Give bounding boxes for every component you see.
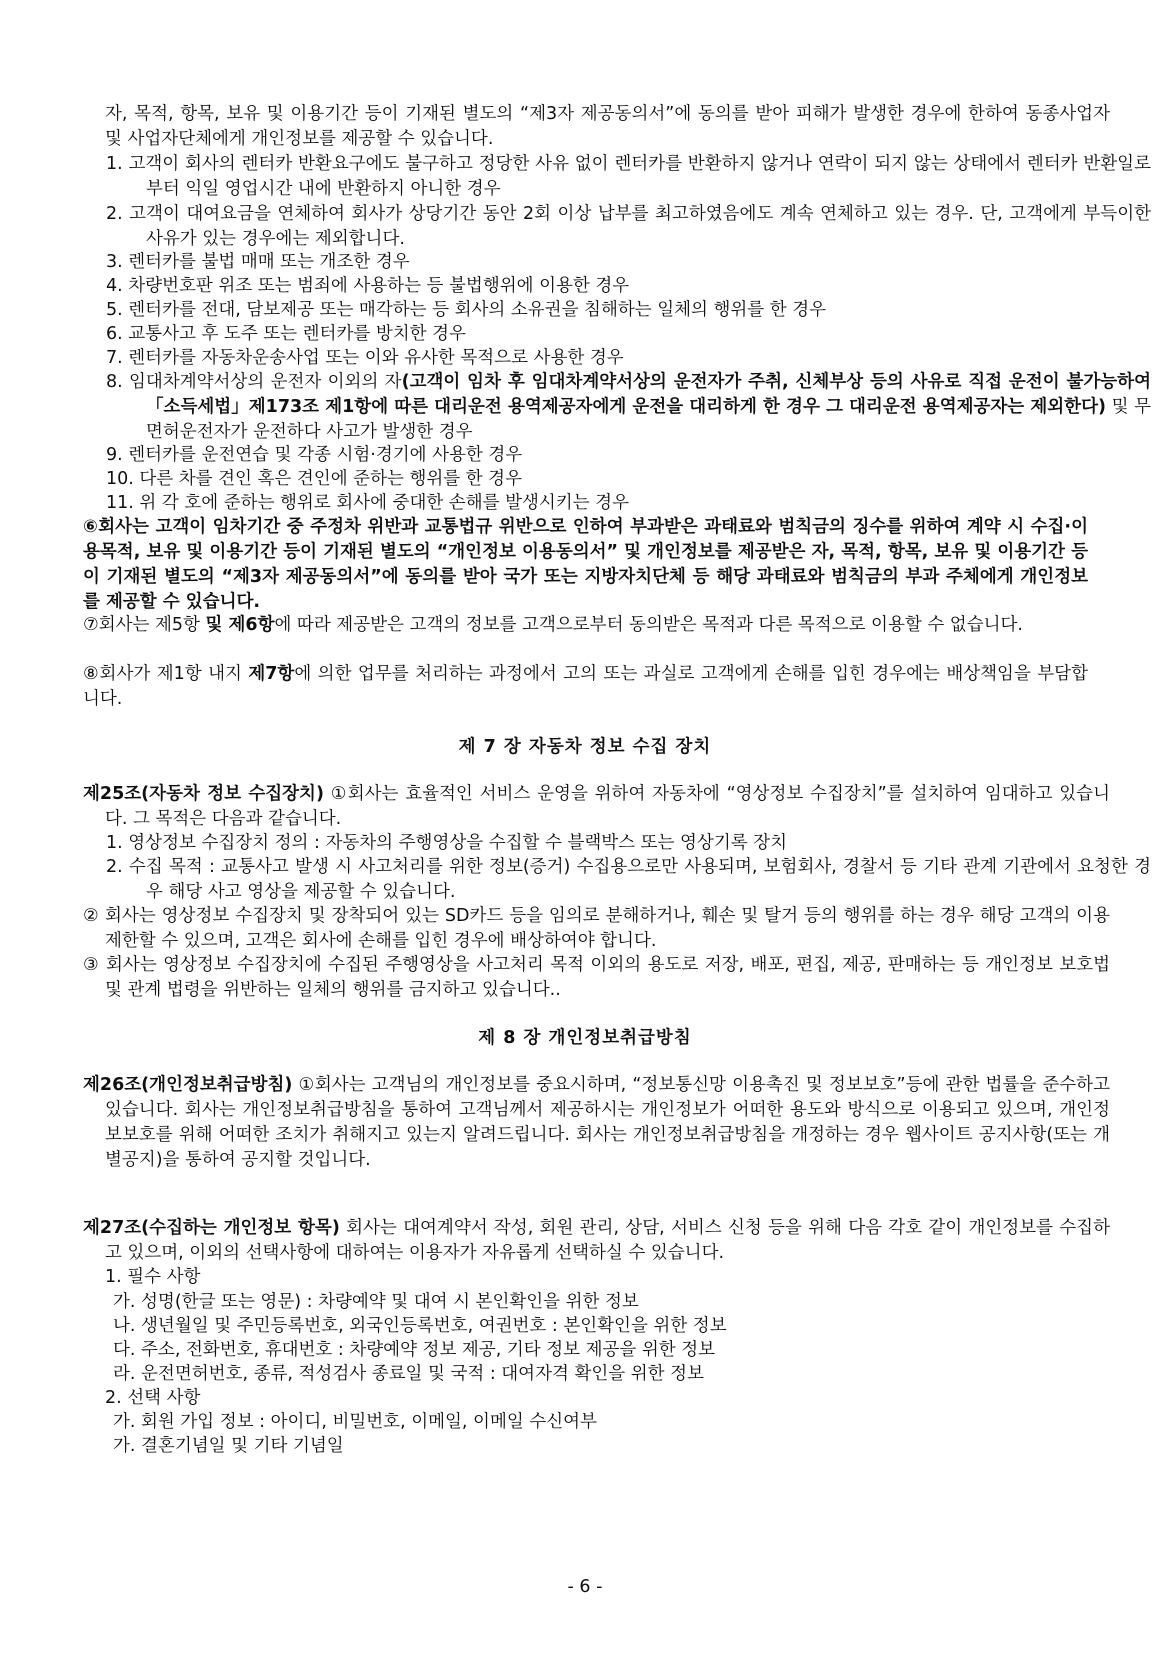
item-text: 8. 임대차계약서상의 운전자 이외의 자 <box>106 372 402 392</box>
article-text: ①회사는 효율적인 서비스 운영을 위하여 자동차에 “영상정보 수집장치”를 설치하여 임대하고 있습니다. 그 목적은 다음과 같습니다. <box>105 784 1110 829</box>
list-item: 10. 다른 차를 견인 혹은 견인에 준하는 행위를 한 경우 <box>106 469 522 489</box>
bold-text: 제7항 <box>248 664 295 684</box>
paragraph-6: ⑥회사는 고객이 임차기간 중 주정차 위반과 교통법규 위반으로 인하여 부과받은 과태료와 범칙금의 징수를 위하여 계약 시 수집·이용목적, 보유 및 이용기간 등이 기재된 별도의 “개인정보 이용동의서” 및 개인정보를 제공받은 자, 목적, 항목, 보유 및 이용기간 등이 기재된 별도의 “제3자 제공동의서”에 동의를 받아 국가 또는 지방자치단체 등 해당 과태료와 범칙금의 부과 주체에게 개인정보를 제공할 수 있습니다. <box>83 517 1088 612</box>
list-item: 11. 위 각 호에 준하는 행위로 회사에 중대한 손해를 발생시키는 경우 <box>106 493 629 513</box>
list-item: 다. 주소, 전화번호, 휴대번호 : 차량예약 정보 제공, 기타 정보 제공을 위한 정보 <box>113 1340 716 1360</box>
continued-paragraph: 자, 목적, 항목, 보유 및 이용기간 등이 기재된 별도의 “제3자 제공동의서”에 동의를 받아 피해가 발생한 경우에 한하여 동종사업자 및 사업자단체에게 개인정보를 제공할 수 있습니다. <box>105 104 1110 149</box>
article-27 <box>83 1216 1110 1266</box>
bold-text: 및 제6항 <box>205 615 275 635</box>
item-text: 에 따라 제공받은 고객의 정보를 고객으로부터 동의받은 목적과 다른 목적으로 이용할 수 없습니다. <box>274 615 1023 635</box>
paragraph-8 <box>83 662 1088 712</box>
list-item: 가. 성명(한글 또는 영문) : 차량예약 및 대여 시 본인확인을 위한 정보 <box>113 1292 639 1312</box>
list-item: 7. 렌터카를 자동차운송사업 또는 이와 유사한 목적으로 사용한 경우 <box>106 348 624 368</box>
list-item: 5. 렌터카를 전대, 담보제공 또는 매각하는 등 회사의 소유권을 침해하는 일체의 행위를 한 경우 <box>106 300 827 320</box>
article-text: 회사는 대여계약서 작성, 회원 관리, 상담, 서비스 신청 등을 위해 다음 각호 같이 개인정보를 수집하고 있으며, 이외의 선택사항에 대하여는 이용자가 자유롭게 선택하실 수 있습니다. <box>105 1218 1110 1263</box>
list-item: 가. 회원 가입 정보 : 아이디, 비밀번호, 이메일, 이메일 수신여부 <box>113 1412 597 1432</box>
section-required: 1. 필수 사항 <box>105 1267 201 1287</box>
list-item: 가. 결혼기념일 및 기타 기념일 <box>113 1436 344 1456</box>
list-item: 2. 수집 목적 : 교통사고 발생 시 사고처리를 위한 정보(증거) 수집용으로만 사용되며, 보험회사, 경찰서 등 기타 관계 기관에서 요청한 경우 해당 사고 영상을 제공할 수 있습니다. <box>106 857 1151 902</box>
article-heading: 제27조(수집하는 개인정보 항목) <box>83 1218 340 1238</box>
paragraph-7 <box>83 613 1088 638</box>
list-item: 2. 고객이 대여요금을 연체하여 회사가 상당기간 동안 2회 이상 납부를 최고하였음에도 계속 연체하고 있는 경우. 단, 고객에게 부득이한 사유가 있는 경우에는 제외합니다. <box>106 204 1151 249</box>
list-item: 1. 영상정보 수집장치 정의 : 자동차의 주행영상을 수집할 수 블랙박스 또는 영상기록 장치 <box>106 833 788 853</box>
article-26 <box>83 1073 1110 1173</box>
article-heading: 제26조(개인정보취급방침) <box>83 1075 293 1095</box>
bold-text: (고객이 임차 후 임대차계약서상의 운전자가 주취, 신체부상 등의 사유로 직접 운전이 불가능하여「소득세법」제173조 제1항에 따른 대리운전 용역제공자에게 운전을 대리하게 한 경우 그 대리운전 용역제공자는 제외한다) <box>146 372 1151 417</box>
item-text: 및 무면허운전자가 운전하다 사고가 발생한 경우 <box>146 397 1151 442</box>
list-item <box>83 370 1151 445</box>
article-25 <box>83 782 1110 832</box>
article-heading: 제25조(자동차 정보 수집장치) <box>83 784 324 804</box>
section-optional: 2. 선택 사항 <box>105 1388 201 1408</box>
chapter-7-title: 제 7 장 자동차 정보 수집 장치 <box>458 737 712 757</box>
list-item: 1. 고객이 회사의 렌터카 반환요구에도 불구하고 정당한 사유 없이 렌터카를 반환하지 않거나 연락이 되지 않는 상태에서 렌터카 반환일로부터 익일 영업시간 내에 반환하지 아니한 경우 <box>106 154 1151 199</box>
article-text: ①회사는 고객님의 개인정보를 중요시하며, “정보통신망 이용촉진 및 정보보호”등에 관한 법률을 준수하고 있습니다. 회사는 개인정보취급방침을 통하여 고객님께서 제공하시는 개인정보가 어떠한 용도와 방식으로 이용되고 있으며, 개인정보보호를 위해 어떠한 조치가 취해지고 있는지 알려드립니다. 회사는 개인정보취급방침을 개정하는 경우 웹사이트 공지사항(또는 개별공지)을 통하여 공지할 것입니다. <box>105 1075 1110 1170</box>
page-number: - 6 - <box>567 1577 603 1597</box>
list-item: 라. 운전면허번호, 종류, 적성검사 종료일 및 국적 : 대여자격 확인을 위한 정보 <box>113 1364 704 1384</box>
paragraph-3: ③ 회사는 영상정보 수집장치에 수집된 주행영상을 사고처리 목적 이외의 용도로 저장, 배포, 편집, 제공, 판매하는 등 개인정보 보호법 및 관계 법령을 위반하는 일체의 행위를 금지하고 있습니다.. <box>83 955 1110 1000</box>
paragraph-2: ② 회사는 영상정보 수집장치 및 장착되어 있는 SD카드 등을 임의로 분해하거나, 훼손 및 탈거 등의 행위를 하는 경우 해당 고객의 이용 제한할 수 있으며, 고객은 회사에 손해를 입힌 경우에 배상하여야 합니다. <box>83 906 1110 951</box>
list-item: 9. 렌터카를 운전연습 및 각종 시험·경기에 사용한 경우 <box>106 445 523 465</box>
list-item: 6. 교통사고 후 도주 또는 렌터카를 방치한 경우 <box>106 324 466 344</box>
list-item: 4. 차량번호판 위조 또는 범죄에 사용하는 등 불법행위에 이용한 경우 <box>106 276 630 296</box>
item-text: ⑧회사가 제1항 내지 <box>83 664 249 684</box>
item-text: ⑦회사는 제5항 <box>83 615 206 635</box>
chapter-8-title: 제 8 장 개인정보취급방침 <box>478 1028 692 1048</box>
list-item: 나. 생년월일 및 주민등록번호, 외국인등록번호, 여권번호 : 본인확인을 위한 정보 <box>113 1316 727 1336</box>
list-item: 3. 렌터카를 불법 매매 또는 개조한 경우 <box>106 252 410 272</box>
item-text: 에 의한 업무를 처리하는 과정에서 고의 또는 과실로 고객에게 손해를 입힌 경우에는 배상책임을 부담합니다. <box>83 664 1088 709</box>
